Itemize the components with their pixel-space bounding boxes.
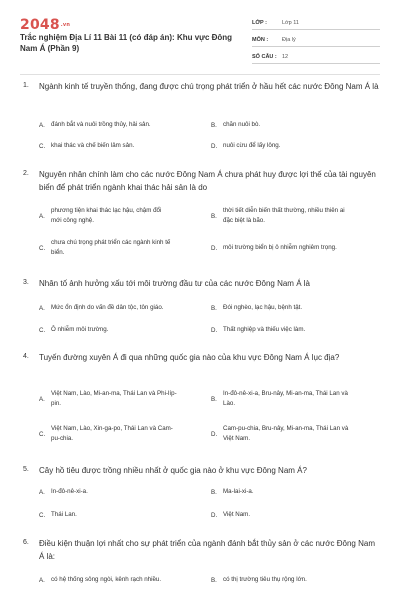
meta-value: Lớp 11 (282, 19, 299, 26)
option-d[interactable] (211, 141, 280, 151)
option-b[interactable] (211, 303, 302, 313)
option-a[interactable] (39, 487, 88, 497)
site-logo[interactable] (20, 17, 70, 33)
question-number: 5. (23, 466, 29, 473)
option-letter: B. (211, 576, 217, 584)
option-text: có thị trường tiêu thụ rộng lớn. (223, 576, 307, 583)
option-text: thời tiết diễn biến thất thường, nhiều thiên ai đặc biệt là bão. (223, 207, 345, 224)
option-c[interactable] (39, 510, 77, 520)
option-text: Việt Nam, Lào, Mi-an-ma, Thái Lan và Phi-líp-pin. (51, 390, 177, 407)
option-text: Cam-pu-chia, Bru-nây, Mi-an-ma, Thái Lan và Việt Nam. (223, 425, 349, 442)
option-text: đánh bắt và nuôi trồng thủy, hải sản. (51, 121, 151, 128)
meta-label: MÔN : (252, 36, 269, 43)
question-number: 1. (23, 82, 29, 89)
option-letter: C. (39, 430, 46, 438)
logo-suffix: .vn (60, 22, 71, 28)
option-text: chăn nuôi bò. (223, 121, 261, 128)
option-a[interactable] (39, 303, 164, 313)
meta-row-count (252, 50, 380, 64)
option-letter: A. (39, 576, 45, 584)
option-letter: B. (211, 304, 217, 312)
option-text: Ô nhiễm môi trường. (51, 326, 109, 333)
question-text: Nhân tố ảnh hưởng xấu tới môi trường đầu tư của các nước Đông Nam Á là (39, 279, 310, 288)
option-letter: A. (39, 488, 45, 496)
option-d[interactable] (211, 510, 250, 520)
option-letter: B. (211, 488, 217, 496)
option-b[interactable] (211, 389, 358, 409)
option-b[interactable] (211, 206, 353, 226)
meta-row-class (252, 16, 380, 30)
option-a[interactable] (39, 206, 171, 226)
option-letter: C. (39, 244, 46, 252)
option-c[interactable] (39, 141, 134, 151)
option-letter: D. (211, 430, 218, 438)
option-text: môi trường biển bị ô nhiễm nghiêm trọng. (223, 244, 337, 251)
option-c[interactable] (39, 424, 179, 444)
option-letter: A. (39, 395, 45, 403)
option-letter: D. (211, 326, 218, 334)
option-text: Đói nghèo, lạc hậu, bệnh tật. (223, 304, 303, 311)
option-a[interactable] (39, 120, 151, 130)
option-text: In-đô-nê-xi-a. (51, 488, 88, 495)
option-text: Thất nghiệp và thiếu việc làm. (223, 326, 306, 333)
meta-box (252, 16, 380, 67)
option-c[interactable] (39, 325, 108, 335)
question-text: Điều kiện thuận lợi nhất cho sự phát triển của ngành đánh bắt thủy sản ở các nước Đông Nam Á là: (39, 539, 375, 561)
meta-row-subject (252, 33, 380, 47)
meta-value: Địa lý (282, 36, 296, 43)
meta-value: 12 (282, 53, 289, 60)
option-letter: B. (211, 395, 217, 403)
option-c[interactable] (39, 238, 171, 258)
logo-text: 2048 (20, 17, 60, 33)
option-b[interactable] (211, 120, 260, 130)
option-text: Thái Lan. (51, 511, 77, 518)
option-b[interactable] (211, 575, 307, 585)
page-title: Trắc nghiệm Địa Lí 11 Bài 11 (có đáp án): Khu vực Đông Nam Á (Phần 9) (20, 33, 233, 53)
option-d[interactable] (211, 243, 337, 253)
option-letter: A. (39, 212, 45, 220)
header-divider (20, 74, 380, 75)
option-letter: B. (211, 212, 217, 220)
question-text: Cây hồ tiêu được trồng nhiều nhất ở quốc gia nào ở khu vực Đông Nam Á? (39, 466, 307, 475)
option-text: Việt Nam, Lào, Xin-ga-po, Thái Lan và Cam-pu-chia. (51, 425, 173, 442)
option-letter: C. (39, 326, 46, 334)
option-letter: D. (211, 244, 218, 252)
option-letter: D. (211, 142, 218, 150)
meta-label: SỐ CÂU : (252, 53, 277, 60)
option-b[interactable] (211, 487, 254, 497)
option-letter: C. (39, 142, 46, 150)
option-text: phương tiện khai thác lạc hậu, chậm đổi mới công nghệ. (51, 207, 162, 224)
option-a[interactable] (39, 389, 179, 409)
option-text: Ma-lai-xi-a. (223, 488, 254, 495)
meta-label: LỚP : (252, 19, 267, 26)
page-header (0, 0, 400, 70)
option-text: chưa chú trọng phát triển các ngành kinh tế biển. (51, 239, 171, 256)
option-letter: D. (211, 511, 218, 519)
question-number: 2. (23, 170, 29, 177)
question-text: Ngành kinh tế truyền thống, đang được chú trọng phát triển ở hầu hết các nước Đông Nam Á là (39, 82, 379, 91)
option-text: Việt Nam. (223, 511, 251, 518)
option-d[interactable] (211, 424, 358, 444)
option-text: nuôi cừu để lấy lông. (223, 142, 281, 149)
option-a[interactable] (39, 575, 161, 585)
question-number: 6. (23, 539, 29, 546)
question-number: 3. (23, 279, 29, 286)
option-letter: B. (211, 121, 217, 129)
option-text: Mức ổn định do vấn đề dân tộc, tôn giáo. (51, 304, 164, 311)
question-text: Nguyên nhân chính làm cho các nước Đông Nam Á chưa phát huy được lợi thế của tài nguyên biển để phát triển ngành khai thác hải sản là do (39, 170, 376, 192)
option-letter: A. (39, 304, 45, 312)
question-text: Tuyến đường xuyên Á đi qua những quốc gia nào của khu vực Đông Nam Á lục địa? (39, 353, 340, 362)
option-text: In-đô-nê-xi-a, Bru-nây, Mi-an-ma, Thái Lan và Lào. (223, 390, 348, 407)
option-d[interactable] (211, 325, 305, 335)
option-text: có hệ thống sông ngòi, kênh rạch nhiều. (51, 576, 162, 583)
option-letter: A. (39, 121, 45, 129)
option-letter: C. (39, 511, 46, 519)
question-number: 4. (23, 353, 29, 360)
option-text: khai thác và chế biến lâm sản. (51, 142, 135, 149)
